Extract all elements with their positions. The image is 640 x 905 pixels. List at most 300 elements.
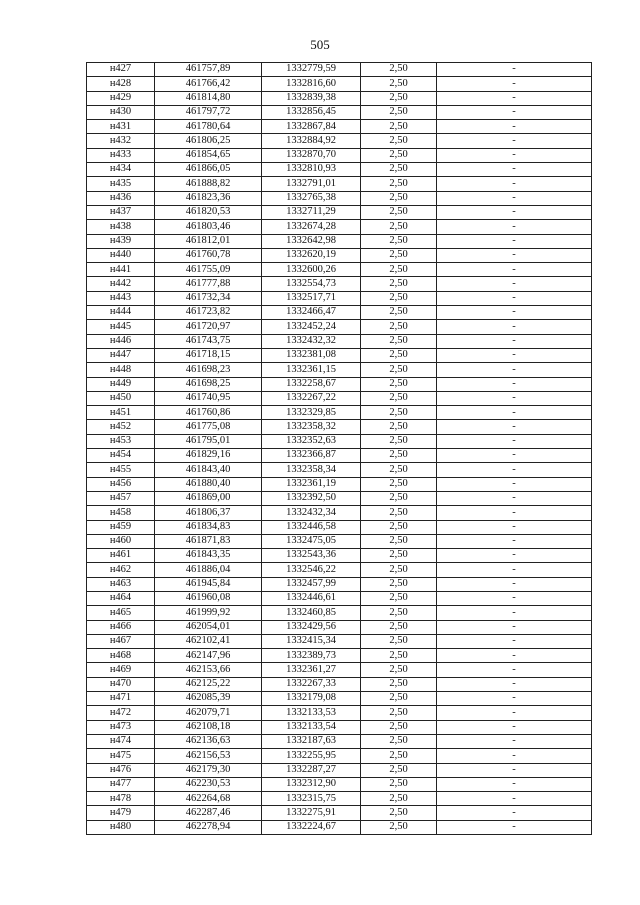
y-coordinate-cell: 1332432,32 bbox=[262, 334, 361, 348]
point-id-cell: н428 bbox=[87, 77, 155, 91]
table-row bbox=[87, 777, 592, 791]
x-coordinate-cell: 462136,63 bbox=[155, 734, 262, 748]
coordinates-table-body bbox=[87, 63, 592, 835]
x-coordinate-cell: 461806,25 bbox=[155, 134, 262, 148]
y-coordinate-cell: 1332432,34 bbox=[262, 506, 361, 520]
x-coordinate-cell: 461812,01 bbox=[155, 234, 262, 248]
point-id-cell: н442 bbox=[87, 277, 155, 291]
note-cell: - bbox=[437, 134, 592, 148]
y-coordinate-cell: 1332856,45 bbox=[262, 105, 361, 119]
y-coordinate-cell: 1332779,59 bbox=[262, 63, 361, 77]
y-coordinate-cell: 1332352,63 bbox=[262, 434, 361, 448]
accuracy-cell: 2,50 bbox=[361, 148, 437, 162]
table-row bbox=[87, 205, 592, 219]
y-coordinate-cell: 1332224,67 bbox=[262, 820, 361, 834]
point-id-cell: н440 bbox=[87, 248, 155, 262]
x-coordinate-cell: 461866,05 bbox=[155, 163, 262, 177]
table-row bbox=[87, 820, 592, 834]
y-coordinate-cell: 1332711,29 bbox=[262, 205, 361, 219]
x-coordinate-cell: 461960,08 bbox=[155, 591, 262, 605]
point-id-cell: н436 bbox=[87, 191, 155, 205]
table-row bbox=[87, 620, 592, 634]
table-row bbox=[87, 420, 592, 434]
y-coordinate-cell: 1332620,19 bbox=[262, 248, 361, 262]
y-coordinate-cell: 1332255,95 bbox=[262, 749, 361, 763]
x-coordinate-cell: 462085,39 bbox=[155, 692, 262, 706]
x-coordinate-cell: 461757,89 bbox=[155, 63, 262, 77]
accuracy-cell: 2,50 bbox=[361, 320, 437, 334]
note-cell: - bbox=[437, 406, 592, 420]
note-cell: - bbox=[437, 148, 592, 162]
x-coordinate-cell: 461814,80 bbox=[155, 91, 262, 105]
table-row bbox=[87, 591, 592, 605]
x-coordinate-cell: 461766,42 bbox=[155, 77, 262, 91]
note-cell: - bbox=[437, 777, 592, 791]
y-coordinate-cell: 1332884,92 bbox=[262, 134, 361, 148]
x-coordinate-cell: 461820,53 bbox=[155, 205, 262, 219]
note-cell: - bbox=[437, 606, 592, 620]
y-coordinate-cell: 1332466,47 bbox=[262, 306, 361, 320]
x-coordinate-cell: 461740,95 bbox=[155, 391, 262, 405]
accuracy-cell: 2,50 bbox=[361, 234, 437, 248]
accuracy-cell: 2,50 bbox=[361, 677, 437, 691]
y-coordinate-cell: 1332642,98 bbox=[262, 234, 361, 248]
table-row bbox=[87, 491, 592, 505]
x-coordinate-cell: 461732,34 bbox=[155, 291, 262, 305]
accuracy-cell: 2,50 bbox=[361, 792, 437, 806]
note-cell: - bbox=[437, 220, 592, 234]
y-coordinate-cell: 1332791,01 bbox=[262, 177, 361, 191]
accuracy-cell: 2,50 bbox=[361, 363, 437, 377]
note-cell: - bbox=[437, 291, 592, 305]
note-cell: - bbox=[437, 248, 592, 262]
y-coordinate-cell: 1332366,87 bbox=[262, 449, 361, 463]
y-coordinate-cell: 1332329,85 bbox=[262, 406, 361, 420]
point-id-cell: н467 bbox=[87, 634, 155, 648]
table-row bbox=[87, 634, 592, 648]
table-row bbox=[87, 306, 592, 320]
accuracy-cell: 2,50 bbox=[361, 649, 437, 663]
y-coordinate-cell: 1332517,71 bbox=[262, 291, 361, 305]
point-id-cell: н443 bbox=[87, 291, 155, 305]
note-cell: - bbox=[437, 77, 592, 91]
x-coordinate-cell: 461888,82 bbox=[155, 177, 262, 191]
note-cell: - bbox=[437, 391, 592, 405]
note-cell: - bbox=[437, 491, 592, 505]
y-coordinate-cell: 1332267,22 bbox=[262, 391, 361, 405]
x-coordinate-cell: 461760,78 bbox=[155, 248, 262, 262]
accuracy-cell: 2,50 bbox=[361, 120, 437, 134]
point-id-cell: н468 bbox=[87, 649, 155, 663]
point-id-cell: н451 bbox=[87, 406, 155, 420]
point-id-cell: н473 bbox=[87, 720, 155, 734]
point-id-cell: н478 bbox=[87, 792, 155, 806]
note-cell: - bbox=[437, 348, 592, 362]
y-coordinate-cell: 1332460,85 bbox=[262, 606, 361, 620]
x-coordinate-cell: 461999,92 bbox=[155, 606, 262, 620]
accuracy-cell: 2,50 bbox=[361, 191, 437, 205]
point-id-cell: н465 bbox=[87, 606, 155, 620]
table-row bbox=[87, 234, 592, 248]
table-row bbox=[87, 277, 592, 291]
x-coordinate-cell: 461806,37 bbox=[155, 506, 262, 520]
accuracy-cell: 2,50 bbox=[361, 334, 437, 348]
accuracy-cell: 2,50 bbox=[361, 449, 437, 463]
table-row bbox=[87, 391, 592, 405]
x-coordinate-cell: 462179,30 bbox=[155, 763, 262, 777]
note-cell: - bbox=[437, 520, 592, 534]
y-coordinate-cell: 1332446,61 bbox=[262, 591, 361, 605]
note-cell: - bbox=[437, 477, 592, 491]
x-coordinate-cell: 461698,25 bbox=[155, 377, 262, 391]
x-coordinate-cell: 461823,36 bbox=[155, 191, 262, 205]
table-row bbox=[87, 91, 592, 105]
x-coordinate-cell: 461797,72 bbox=[155, 105, 262, 119]
note-cell: - bbox=[437, 463, 592, 477]
point-id-cell: н474 bbox=[87, 734, 155, 748]
point-id-cell: н444 bbox=[87, 306, 155, 320]
x-coordinate-cell: 461871,83 bbox=[155, 534, 262, 548]
x-coordinate-cell: 461718,15 bbox=[155, 348, 262, 362]
x-coordinate-cell: 462147,96 bbox=[155, 649, 262, 663]
point-id-cell: н454 bbox=[87, 449, 155, 463]
note-cell: - bbox=[437, 191, 592, 205]
table-row bbox=[87, 449, 592, 463]
table-row bbox=[87, 291, 592, 305]
table-row bbox=[87, 220, 592, 234]
table-row bbox=[87, 563, 592, 577]
x-coordinate-cell: 461886,04 bbox=[155, 563, 262, 577]
y-coordinate-cell: 1332415,34 bbox=[262, 634, 361, 648]
note-cell: - bbox=[437, 105, 592, 119]
note-cell: - bbox=[437, 591, 592, 605]
point-id-cell: н477 bbox=[87, 777, 155, 791]
accuracy-cell: 2,50 bbox=[361, 277, 437, 291]
note-cell: - bbox=[437, 205, 592, 219]
accuracy-cell: 2,50 bbox=[361, 477, 437, 491]
coordinates-table bbox=[86, 62, 592, 835]
point-id-cell: н435 bbox=[87, 177, 155, 191]
y-coordinate-cell: 1332133,54 bbox=[262, 720, 361, 734]
table-row bbox=[87, 63, 592, 77]
accuracy-cell: 2,50 bbox=[361, 506, 437, 520]
table-row bbox=[87, 677, 592, 691]
point-id-cell: н449 bbox=[87, 377, 155, 391]
table-row bbox=[87, 463, 592, 477]
accuracy-cell: 2,50 bbox=[361, 406, 437, 420]
accuracy-cell: 2,50 bbox=[361, 377, 437, 391]
accuracy-cell: 2,50 bbox=[361, 348, 437, 362]
table-row bbox=[87, 663, 592, 677]
accuracy-cell: 2,50 bbox=[361, 706, 437, 720]
accuracy-cell: 2,50 bbox=[361, 620, 437, 634]
note-cell: - bbox=[437, 334, 592, 348]
x-coordinate-cell: 462108,18 bbox=[155, 720, 262, 734]
y-coordinate-cell: 1332546,22 bbox=[262, 563, 361, 577]
y-coordinate-cell: 1332457,99 bbox=[262, 577, 361, 591]
x-coordinate-cell: 461723,82 bbox=[155, 306, 262, 320]
accuracy-cell: 2,50 bbox=[361, 63, 437, 77]
accuracy-cell: 2,50 bbox=[361, 777, 437, 791]
y-coordinate-cell: 1332315,75 bbox=[262, 792, 361, 806]
y-coordinate-cell: 1332275,91 bbox=[262, 806, 361, 820]
y-coordinate-cell: 1332554,73 bbox=[262, 277, 361, 291]
point-id-cell: н431 bbox=[87, 120, 155, 134]
note-cell: - bbox=[437, 263, 592, 277]
point-id-cell: н459 bbox=[87, 520, 155, 534]
x-coordinate-cell: 462156,53 bbox=[155, 749, 262, 763]
x-coordinate-cell: 462153,66 bbox=[155, 663, 262, 677]
y-coordinate-cell: 1332312,90 bbox=[262, 777, 361, 791]
x-coordinate-cell: 461698,23 bbox=[155, 363, 262, 377]
table-row bbox=[87, 763, 592, 777]
point-id-cell: н480 bbox=[87, 820, 155, 834]
table-row bbox=[87, 806, 592, 820]
table-row bbox=[87, 406, 592, 420]
accuracy-cell: 2,50 bbox=[361, 263, 437, 277]
point-id-cell: н471 bbox=[87, 692, 155, 706]
note-cell: - bbox=[437, 820, 592, 834]
y-coordinate-cell: 1332810,93 bbox=[262, 163, 361, 177]
x-coordinate-cell: 461834,83 bbox=[155, 520, 262, 534]
point-id-cell: н476 bbox=[87, 763, 155, 777]
note-cell: - bbox=[437, 320, 592, 334]
y-coordinate-cell: 1332267,33 bbox=[262, 677, 361, 691]
table-row bbox=[87, 191, 592, 205]
point-id-cell: н452 bbox=[87, 420, 155, 434]
accuracy-cell: 2,50 bbox=[361, 434, 437, 448]
note-cell: - bbox=[437, 534, 592, 548]
accuracy-cell: 2,50 bbox=[361, 720, 437, 734]
accuracy-cell: 2,50 bbox=[361, 248, 437, 262]
x-coordinate-cell: 461743,75 bbox=[155, 334, 262, 348]
point-id-cell: н472 bbox=[87, 706, 155, 720]
table-row bbox=[87, 434, 592, 448]
table-row bbox=[87, 692, 592, 706]
note-cell: - bbox=[437, 663, 592, 677]
note-cell: - bbox=[437, 177, 592, 191]
table-row bbox=[87, 606, 592, 620]
y-coordinate-cell: 1332475,05 bbox=[262, 534, 361, 548]
point-id-cell: н429 bbox=[87, 91, 155, 105]
note-cell: - bbox=[437, 91, 592, 105]
accuracy-cell: 2,50 bbox=[361, 520, 437, 534]
note-cell: - bbox=[437, 677, 592, 691]
note-cell: - bbox=[437, 377, 592, 391]
note-cell: - bbox=[437, 506, 592, 520]
accuracy-cell: 2,50 bbox=[361, 220, 437, 234]
y-coordinate-cell: 1332839,38 bbox=[262, 91, 361, 105]
y-coordinate-cell: 1332187,63 bbox=[262, 734, 361, 748]
x-coordinate-cell: 461803,46 bbox=[155, 220, 262, 234]
point-id-cell: н458 bbox=[87, 506, 155, 520]
note-cell: - bbox=[437, 163, 592, 177]
note-cell: - bbox=[437, 706, 592, 720]
table-row bbox=[87, 163, 592, 177]
accuracy-cell: 2,50 bbox=[361, 563, 437, 577]
table-row bbox=[87, 549, 592, 563]
table-row bbox=[87, 577, 592, 591]
table-row bbox=[87, 177, 592, 191]
y-coordinate-cell: 1332543,36 bbox=[262, 549, 361, 563]
point-id-cell: н432 bbox=[87, 134, 155, 148]
table-row bbox=[87, 148, 592, 162]
table-row bbox=[87, 534, 592, 548]
x-coordinate-cell: 461854,65 bbox=[155, 148, 262, 162]
accuracy-cell: 2,50 bbox=[361, 163, 437, 177]
note-cell: - bbox=[437, 763, 592, 777]
note-cell: - bbox=[437, 720, 592, 734]
note-cell: - bbox=[437, 363, 592, 377]
note-cell: - bbox=[437, 649, 592, 663]
x-coordinate-cell: 461795,01 bbox=[155, 434, 262, 448]
accuracy-cell: 2,50 bbox=[361, 820, 437, 834]
point-id-cell: н479 bbox=[87, 806, 155, 820]
point-id-cell: н460 bbox=[87, 534, 155, 548]
y-coordinate-cell: 1332381,08 bbox=[262, 348, 361, 362]
table-row bbox=[87, 348, 592, 362]
point-id-cell: н445 bbox=[87, 320, 155, 334]
accuracy-cell: 2,50 bbox=[361, 491, 437, 505]
accuracy-cell: 2,50 bbox=[361, 606, 437, 620]
point-id-cell: н475 bbox=[87, 749, 155, 763]
point-id-cell: н453 bbox=[87, 434, 155, 448]
y-coordinate-cell: 1332600,26 bbox=[262, 263, 361, 277]
y-coordinate-cell: 1332816,60 bbox=[262, 77, 361, 91]
x-coordinate-cell: 461780,64 bbox=[155, 120, 262, 134]
x-coordinate-cell: 461775,08 bbox=[155, 420, 262, 434]
y-coordinate-cell: 1332674,28 bbox=[262, 220, 361, 234]
table-row bbox=[87, 792, 592, 806]
x-coordinate-cell: 462079,71 bbox=[155, 706, 262, 720]
point-id-cell: н461 bbox=[87, 549, 155, 563]
table-row bbox=[87, 120, 592, 134]
table-row bbox=[87, 720, 592, 734]
accuracy-cell: 2,50 bbox=[361, 634, 437, 648]
point-id-cell: н427 bbox=[87, 63, 155, 77]
point-id-cell: н464 bbox=[87, 591, 155, 605]
table-row bbox=[87, 506, 592, 520]
note-cell: - bbox=[437, 563, 592, 577]
x-coordinate-cell: 462287,46 bbox=[155, 806, 262, 820]
y-coordinate-cell: 1332452,24 bbox=[262, 320, 361, 334]
note-cell: - bbox=[437, 634, 592, 648]
note-cell: - bbox=[437, 434, 592, 448]
x-coordinate-cell: 461755,09 bbox=[155, 263, 262, 277]
point-id-cell: н457 bbox=[87, 491, 155, 505]
y-coordinate-cell: 1332870,70 bbox=[262, 148, 361, 162]
y-coordinate-cell: 1332765,38 bbox=[262, 191, 361, 205]
accuracy-cell: 2,50 bbox=[361, 463, 437, 477]
y-coordinate-cell: 1332361,15 bbox=[262, 363, 361, 377]
note-cell: - bbox=[437, 277, 592, 291]
point-id-cell: н466 bbox=[87, 620, 155, 634]
accuracy-cell: 2,50 bbox=[361, 534, 437, 548]
table-row bbox=[87, 263, 592, 277]
x-coordinate-cell: 461945,84 bbox=[155, 577, 262, 591]
point-id-cell: н437 bbox=[87, 205, 155, 219]
note-cell: - bbox=[437, 420, 592, 434]
x-coordinate-cell: 461829,16 bbox=[155, 449, 262, 463]
x-coordinate-cell: 462278,94 bbox=[155, 820, 262, 834]
note-cell: - bbox=[437, 63, 592, 77]
accuracy-cell: 2,50 bbox=[361, 734, 437, 748]
point-id-cell: н469 bbox=[87, 663, 155, 677]
x-coordinate-cell: 461760,86 bbox=[155, 406, 262, 420]
y-coordinate-cell: 1332446,58 bbox=[262, 520, 361, 534]
table-row bbox=[87, 649, 592, 663]
point-id-cell: н438 bbox=[87, 220, 155, 234]
y-coordinate-cell: 1332392,50 bbox=[262, 491, 361, 505]
note-cell: - bbox=[437, 549, 592, 563]
x-coordinate-cell: 461720,97 bbox=[155, 320, 262, 334]
point-id-cell: н450 bbox=[87, 391, 155, 405]
x-coordinate-cell: 462102,41 bbox=[155, 634, 262, 648]
y-coordinate-cell: 1332258,67 bbox=[262, 377, 361, 391]
note-cell: - bbox=[437, 449, 592, 463]
point-id-cell: н430 bbox=[87, 105, 155, 119]
x-coordinate-cell: 462230,53 bbox=[155, 777, 262, 791]
table-row bbox=[87, 377, 592, 391]
table-row bbox=[87, 105, 592, 119]
accuracy-cell: 2,50 bbox=[361, 306, 437, 320]
y-coordinate-cell: 1332358,34 bbox=[262, 463, 361, 477]
point-id-cell: н470 bbox=[87, 677, 155, 691]
note-cell: - bbox=[437, 306, 592, 320]
point-id-cell: н462 bbox=[87, 563, 155, 577]
y-coordinate-cell: 1332358,32 bbox=[262, 420, 361, 434]
x-coordinate-cell: 462054,01 bbox=[155, 620, 262, 634]
point-id-cell: н434 bbox=[87, 163, 155, 177]
note-cell: - bbox=[437, 806, 592, 820]
y-coordinate-cell: 1332179,08 bbox=[262, 692, 361, 706]
table-row bbox=[87, 734, 592, 748]
point-id-cell: н433 bbox=[87, 148, 155, 162]
accuracy-cell: 2,50 bbox=[361, 134, 437, 148]
table-row bbox=[87, 749, 592, 763]
table-row bbox=[87, 77, 592, 91]
note-cell: - bbox=[437, 734, 592, 748]
accuracy-cell: 2,50 bbox=[361, 391, 437, 405]
y-coordinate-cell: 1332133,53 bbox=[262, 706, 361, 720]
note-cell: - bbox=[437, 749, 592, 763]
x-coordinate-cell: 462264,68 bbox=[155, 792, 262, 806]
accuracy-cell: 2,50 bbox=[361, 177, 437, 191]
x-coordinate-cell: 461869,00 bbox=[155, 491, 262, 505]
accuracy-cell: 2,50 bbox=[361, 763, 437, 777]
y-coordinate-cell: 1332389,73 bbox=[262, 649, 361, 663]
accuracy-cell: 2,50 bbox=[361, 77, 437, 91]
accuracy-cell: 2,50 bbox=[361, 205, 437, 219]
note-cell: - bbox=[437, 792, 592, 806]
table-row bbox=[87, 134, 592, 148]
table-row bbox=[87, 706, 592, 720]
note-cell: - bbox=[437, 620, 592, 634]
y-coordinate-cell: 1332287,27 bbox=[262, 763, 361, 777]
accuracy-cell: 2,50 bbox=[361, 663, 437, 677]
accuracy-cell: 2,50 bbox=[361, 692, 437, 706]
point-id-cell: н441 bbox=[87, 263, 155, 277]
note-cell: - bbox=[437, 120, 592, 134]
x-coordinate-cell: 461880,40 bbox=[155, 477, 262, 491]
note-cell: - bbox=[437, 577, 592, 591]
point-id-cell: н463 bbox=[87, 577, 155, 591]
accuracy-cell: 2,50 bbox=[361, 591, 437, 605]
table-row bbox=[87, 248, 592, 262]
accuracy-cell: 2,50 bbox=[361, 577, 437, 591]
x-coordinate-cell: 461843,40 bbox=[155, 463, 262, 477]
table-row bbox=[87, 520, 592, 534]
